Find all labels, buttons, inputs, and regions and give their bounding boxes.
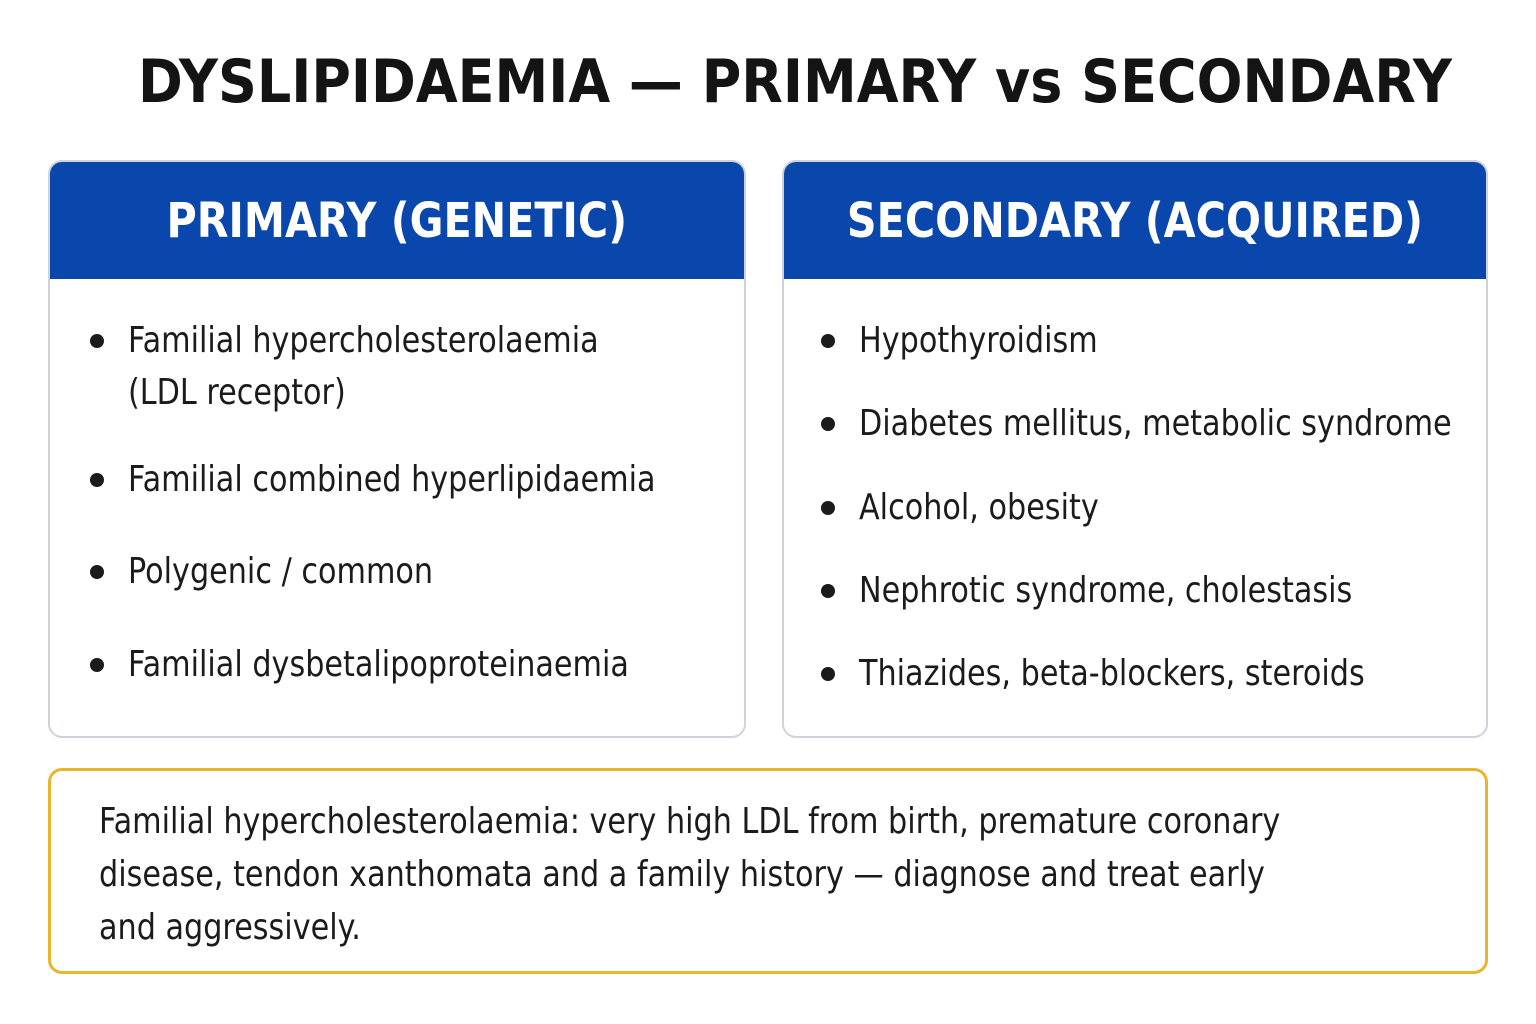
page-title: DYSLIPIDAEMIA — PRIMARY vs SECONDARY <box>137 47 1453 117</box>
bullet-icon <box>821 334 835 348</box>
list-item-text: Familial hypercholesterolaemia <box>128 320 599 361</box>
list-item-text: Hypothyroidism <box>859 320 1098 361</box>
primary-heading: PRIMARY (GENETIC) <box>166 192 628 249</box>
note-line: Familial hypercholesterolaemia: very high LDL from birth, premature coronary <box>99 801 1281 842</box>
note-line: and aggressively. <box>99 907 361 948</box>
list-item-text: Polygenic / common <box>128 551 434 592</box>
bullet-icon <box>90 473 104 487</box>
primary-card-header <box>50 162 744 279</box>
secondary-card <box>782 160 1488 738</box>
primary-card <box>48 160 746 738</box>
secondary-card-header <box>784 162 1486 279</box>
list-item-text: Familial combined hyperlipidaemia <box>128 459 656 500</box>
list-item-text: Alcohol, obesity <box>859 487 1099 528</box>
secondary-heading: SECONDARY (ACQUIRED) <box>846 192 1424 249</box>
bullet-icon <box>90 565 104 579</box>
bullet-icon <box>90 334 104 348</box>
list-item-text: Familial dysbetalipoproteinaemia <box>128 644 629 685</box>
bullet-icon <box>821 501 835 515</box>
note-text <box>99 795 1409 954</box>
list-item-text-continued: (LDL receptor) <box>128 372 346 413</box>
list-item-text: Diabetes mellitus, metabolic syndrome <box>859 403 1452 444</box>
bullet-icon <box>821 584 835 598</box>
bullet-icon <box>821 667 835 681</box>
list-item-text: Thiazides, beta-blockers, steroids <box>859 653 1365 694</box>
bullet-icon <box>821 417 835 431</box>
list-item-text: Nephrotic syndrome, cholestasis <box>859 570 1353 611</box>
bullet-icon <box>90 658 104 672</box>
note-line: disease, tendon xanthomata and a family history — diagnose and treat early <box>99 854 1265 895</box>
key-point-note <box>48 768 1488 974</box>
